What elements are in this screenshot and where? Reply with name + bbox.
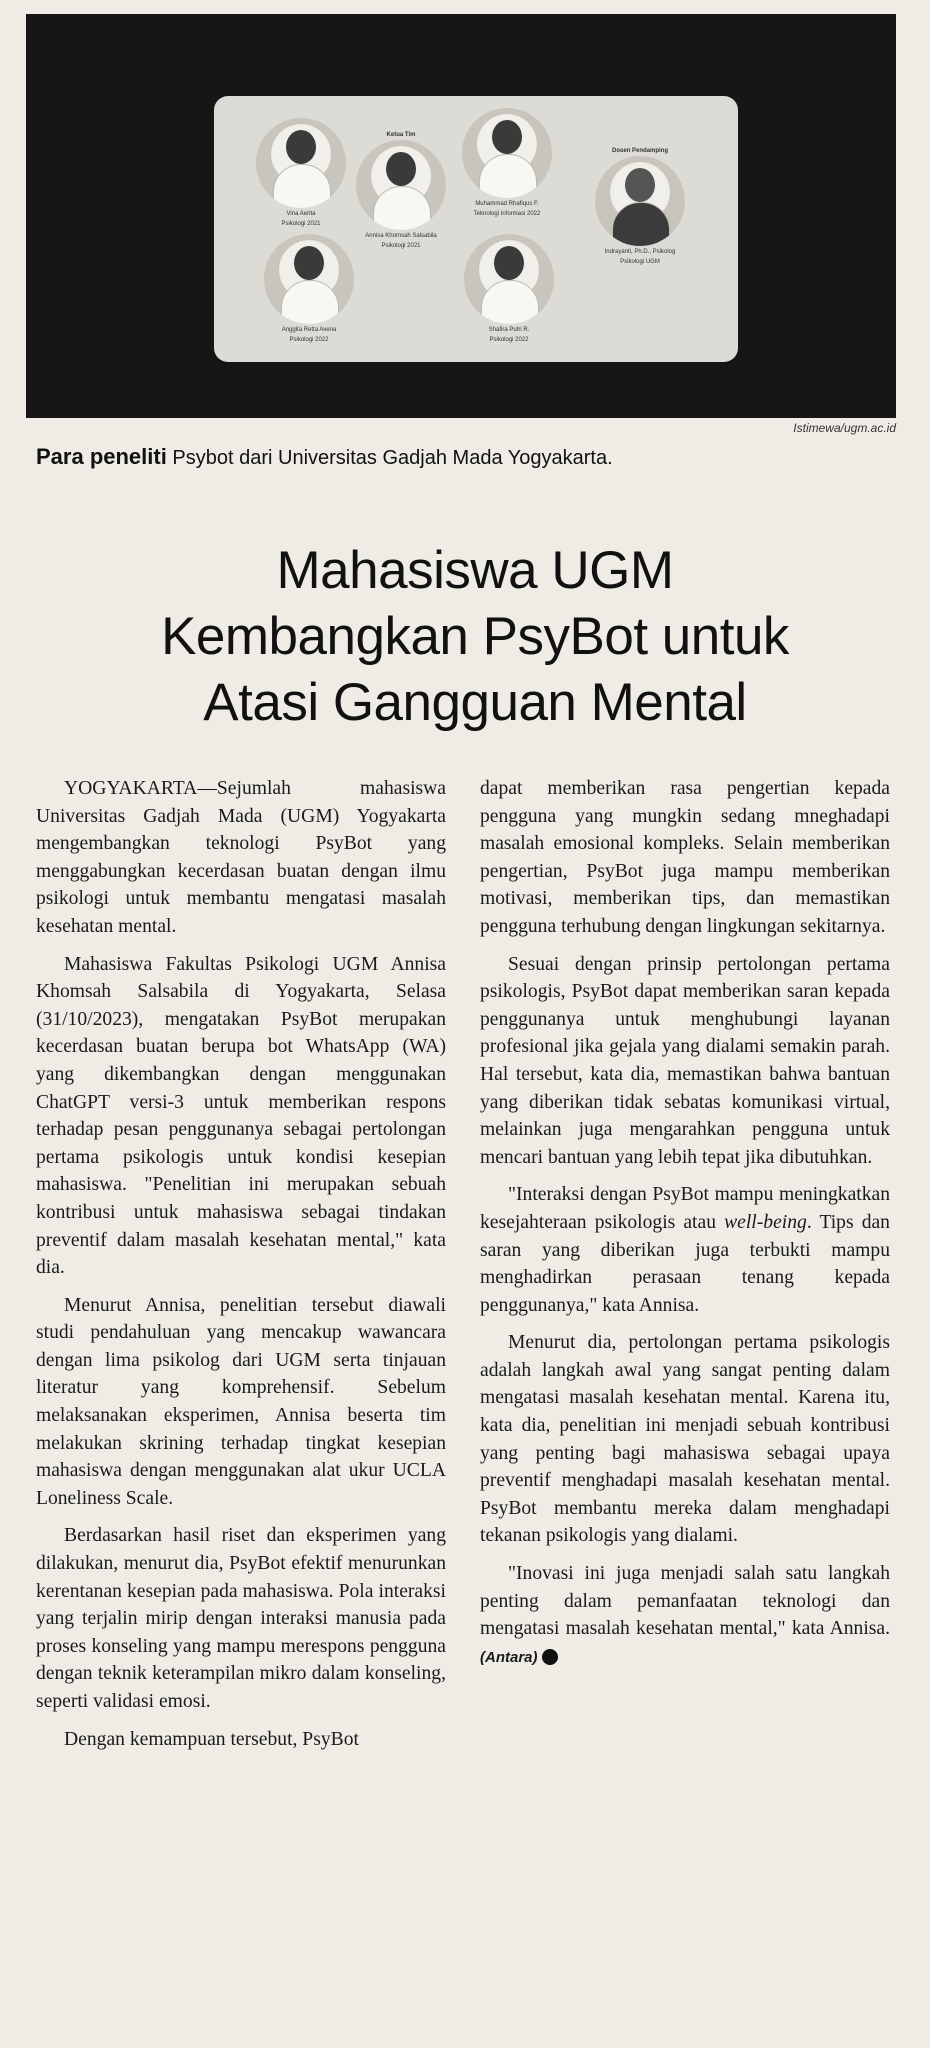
portrait <box>462 108 552 198</box>
article-column-right <box>480 775 890 1681</box>
portrait <box>264 234 354 324</box>
byline: (Antara) <box>480 1648 538 1666</box>
paragraph: YOGYAKARTA—Sejumlah mahasiswa Universitas Gadjah Mada (UGM) Yogyakarta mengembangkan teknologi PsyBot yang menggabungkan kecerdasan buatan dengan ilmu psikologi untuk membantu mengatasi masalah kesehatan mental. <box>36 778 446 937</box>
paragraph: Berdasarkan hasil riset dan eksperimen yang dilakukan, menurut dia, PsyBot efektif menurunkan kerentanan kesepian pada mahasiswa. Pola interaksi yang terjalin mirip dengan interaksi manusia pada proses konseling yang mampu merespons pengguna dengan teknik keterampilan mikro dalam konseling, seperti validasi emosi. <box>36 1525 446 1712</box>
portrait <box>464 234 554 324</box>
article-column-left <box>36 775 446 1763</box>
team-member-photo: Vina Aerita Psikologi 2021 <box>242 116 360 228</box>
photo-caption <box>36 444 896 470</box>
paragraph: dapat memberikan rasa pengertian kepada pengguna yang mungkin sedang mneghadapi masalah emosional kompleks. Selain memberikan pengertian, PsyBot juga mampu memberikan motivasi, memberikan tips, dan memastikan pengguna terhubung dengan lingkungan sekitarnya. <box>480 778 890 937</box>
paragraph: Sesuai dengan prinsip pertolongan pertama psikologis, PsyBot dapat memberikan saran kepada penggunanya untuk menghubungi layanan profesional jika gejala yang dialami semakin parah. Hal tersebut, kata dia, memastikan bahwa bantuan yang diberikan tidak sebatas komunikasi virtual, melainkan juga mengarahkan pengguna untuk mencari bantuan yang lebih tepat jika dibutuhkan. <box>480 953 890 1168</box>
paragraph: Menurut Annisa, penelitian tersebut diawali studi pendahuluan yang mencakup wawancara dengan lima psikolog dari UGM serta tinjauan literatur yang komprehensif. Sebelum melaksanakan eksperimen, Annisa beserta tim melakukan skrining terhadap tingkat kesepian mahasiswa dengan menggunakan alat ukur UCLA Loneliness Scale. <box>36 1294 446 1509</box>
caption-lead: Para peneliti <box>36 444 167 469</box>
presentation-screen <box>214 96 738 362</box>
team-leader-photo: Ketua Tim Annisa Khomsah Salsabila Psikologi 2021 <box>342 132 460 250</box>
paragraph: "Inovasi ini juga menjadi salah satu langkah penting dalam pemanfaatan teknologi dan mengatasi masalah kesehatan mental," kata Annisa. (Antara) S <box>480 1563 890 1666</box>
portrait <box>256 118 346 208</box>
quote-paragraph: "Interaksi dengan PsyBot mampu meningkatkan kesejahteraan psikologis atau well-being. Tips dan saran yang diberikan juga terbukti mampu menghadirkan perasaan tenang kepada penggunanya," kata Annisa. <box>480 1184 890 1316</box>
portrait <box>595 156 685 246</box>
team-member-photo: Muhammad Rhafiqus F. Teknologi Informasi 2022 <box>448 106 566 218</box>
headline-line: Kembangkan PsyBot untuk <box>161 607 789 666</box>
team-member-photo: Shafira Putri R. Psikologi 2022 <box>450 232 568 344</box>
portrait <box>356 140 446 230</box>
headline-line: Mahasiswa UGM <box>276 541 674 600</box>
article-photo <box>26 14 896 418</box>
headline-line: Atasi Gangguan Mental <box>203 673 747 732</box>
paragraph: Mahasiswa Fakultas Psikologi UGM Annisa Khomsah Salsabila di Yogyakarta, Selasa (31/10/2023), mengatakan PsyBot merupakan kecerdasan buatan berupa bot WhatsApp (WA) yang dikembangkan dengan menggunakan ChatGPT versi-3 untuk memberikan respons terhadap pesan penggunanya sebagai pertolongan pertama psikologis untuk kondisi kesepian mahasiswa. "Penelitian ini merupakan sebuah kontribusi untuk mahasiswa sebagai tindakan preventif dalam masalah kesehatan mental," kata dia. <box>36 953 446 1279</box>
supervisor-photo: Dosen Pendamping Indrayanti, Ph.D., Psikolog Psikologi UGM <box>570 148 710 266</box>
caption-text: Psybot dari Universitas Gadjah Mada Yogyakarta. <box>172 447 613 469</box>
paragraph: Dengan kemampuan tersebut, PsyBot <box>64 1728 359 1750</box>
team-member-photo: Anggita Retta Avena Psikologi 2022 <box>250 232 368 344</box>
paragraph: Menurut dia, pertolongan pertama psikologis adalah langkah awal yang sangat penting dalam mengatasi masalah kesehatan mental. Karena itu, kata dia, penelitian ini menjadi sebuah kontribusi yang penting bagi mahasiswa sebagai upaya preventif menghadapi masalah kesehatan mental. PsyBot membantu mereka dalam menghadapi tekanan psikologis yang dialami. <box>480 1332 890 1547</box>
headline <box>60 538 890 736</box>
photo-credit: Istimewa/ugm.ac.id <box>793 421 896 435</box>
source-logo-icon: S <box>542 1649 558 1665</box>
